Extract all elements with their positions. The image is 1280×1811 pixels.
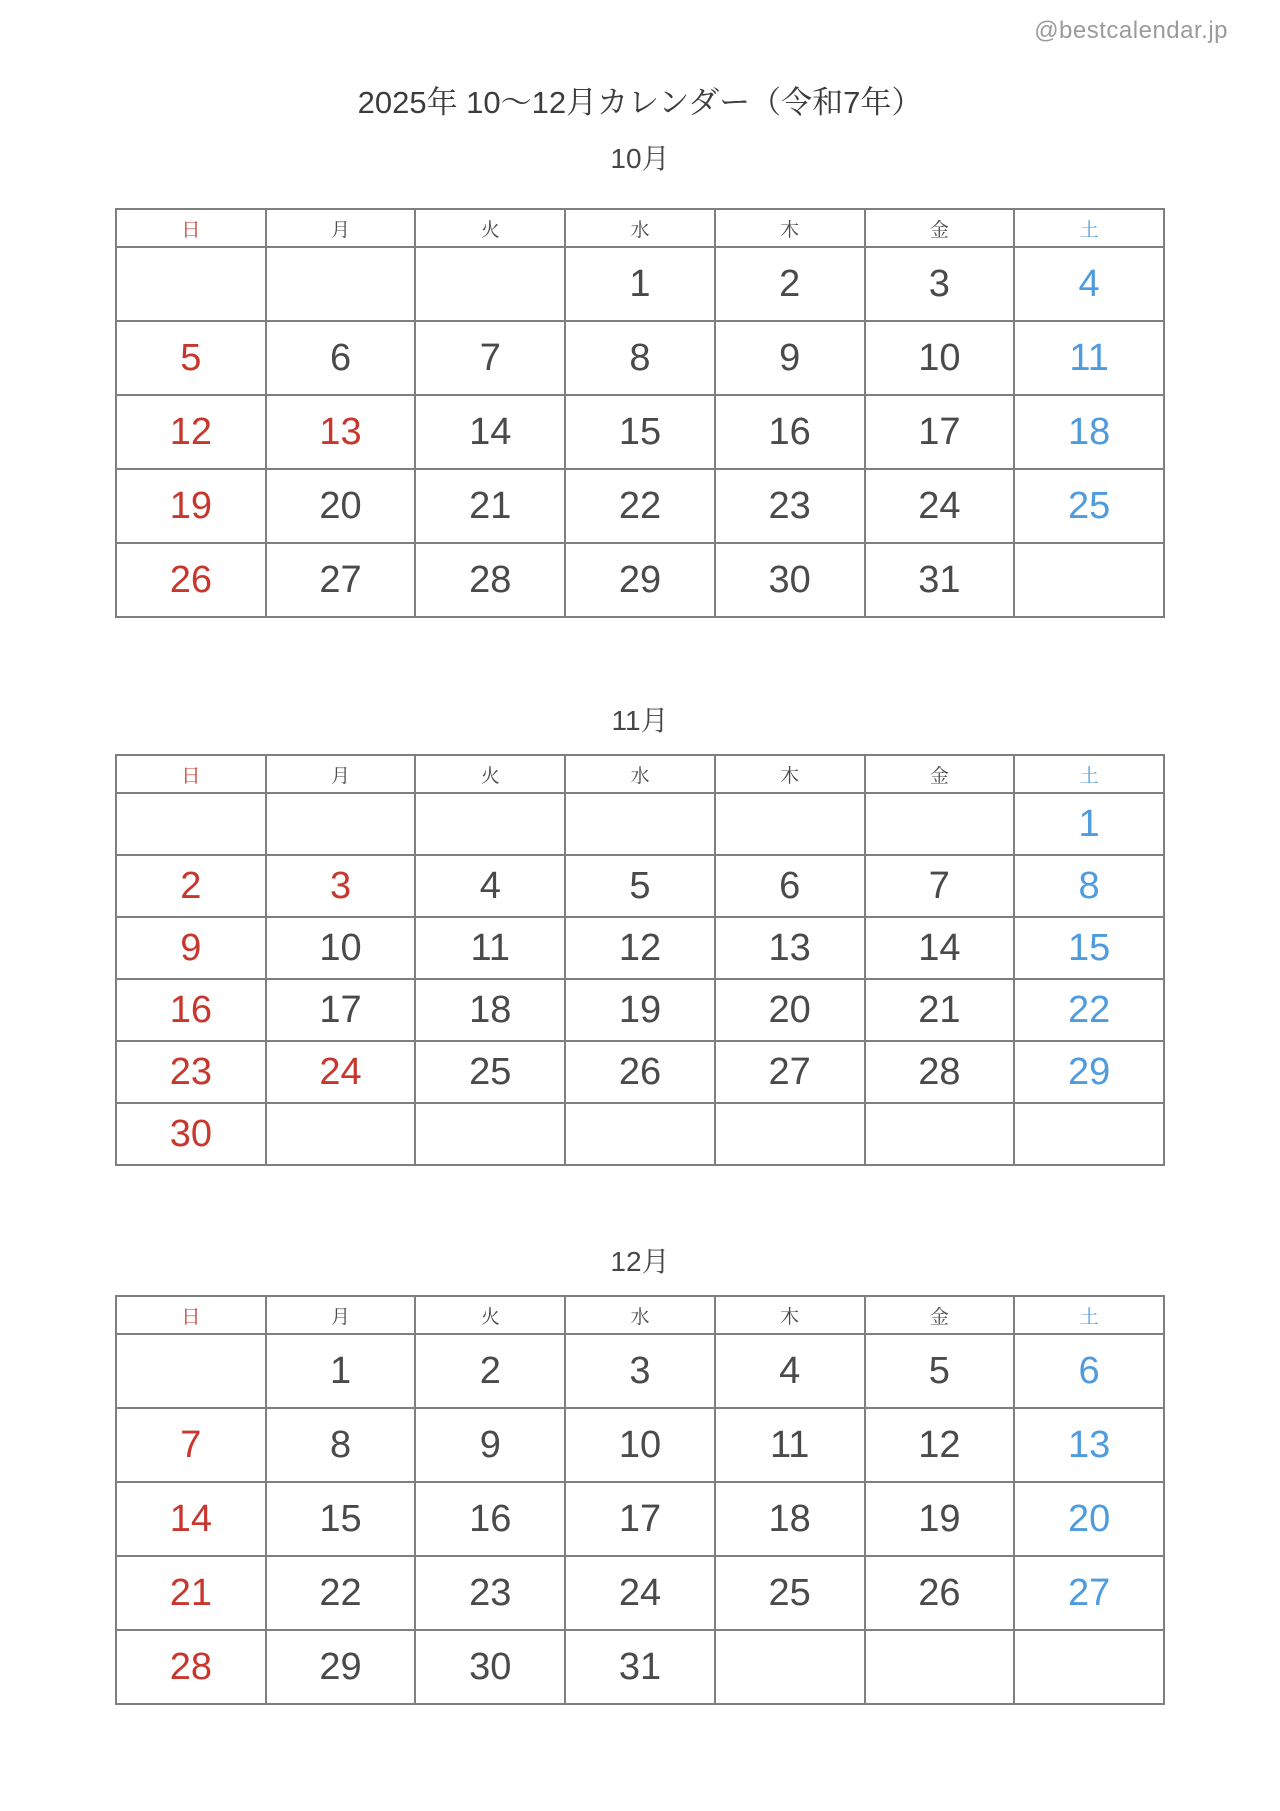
day-cell: 2: [415, 1334, 565, 1408]
weekday-header-tuesday: 火: [415, 1296, 565, 1334]
day-cell: 28: [415, 543, 565, 617]
day-cell: 15: [565, 395, 715, 469]
day-cell: 25: [415, 1041, 565, 1103]
day-cell: 26: [116, 543, 266, 617]
calendar-table-october: [115, 208, 1165, 618]
day-cell: 9: [415, 1408, 565, 1482]
weekday-header-tuesday: 火: [415, 209, 565, 247]
day-cell: 28: [116, 1630, 266, 1704]
week-row: [116, 469, 1164, 543]
week-row: [116, 1630, 1164, 1704]
day-cell: 2: [116, 855, 266, 917]
page-title: 2025年 10〜12月カレンダー（令和7年）: [357, 85, 923, 120]
day-cell: 17: [266, 979, 416, 1041]
day-cell: 19: [865, 1482, 1015, 1556]
month-title-december: 12月: [610, 1246, 670, 1277]
day-cell: 8: [565, 321, 715, 395]
day-cell: 21: [116, 1556, 266, 1630]
day-cell: 26: [865, 1556, 1015, 1630]
weekday-header-row: [116, 209, 1164, 247]
day-cell: 24: [565, 1556, 715, 1630]
weekday-header-saturday: 土: [1014, 755, 1164, 793]
empty-cell: [1014, 543, 1164, 617]
empty-cell: [116, 1334, 266, 1408]
day-cell: 2: [715, 247, 865, 321]
watermark-text: @bestcalendar.jp: [1034, 17, 1228, 44]
empty-cell: [415, 793, 565, 855]
empty-cell: [865, 1103, 1015, 1165]
day-cell: 7: [116, 1408, 266, 1482]
day-cell: 24: [266, 1041, 416, 1103]
day-cell: 22: [1014, 979, 1164, 1041]
day-cell: 10: [865, 321, 1015, 395]
weekday-header-tuesday: 火: [415, 755, 565, 793]
week-row: [116, 321, 1164, 395]
week-row: [116, 395, 1164, 469]
day-cell: 7: [415, 321, 565, 395]
day-cell: 29: [565, 543, 715, 617]
week-row: [116, 855, 1164, 917]
weekday-header-monday: 月: [266, 755, 416, 793]
day-cell: 1: [565, 247, 715, 321]
calendar-table-november: [115, 754, 1165, 1166]
weekday-header-monday: 月: [266, 209, 416, 247]
day-cell: 14: [116, 1482, 266, 1556]
day-cell: 24: [865, 469, 1015, 543]
day-cell: 25: [1014, 469, 1164, 543]
day-cell: 23: [116, 1041, 266, 1103]
day-cell: 21: [415, 469, 565, 543]
weekday-header-sunday: 日: [116, 755, 266, 793]
empty-cell: [266, 1103, 416, 1165]
day-cell: 16: [715, 395, 865, 469]
empty-cell: [1014, 1103, 1164, 1165]
empty-cell: [565, 1103, 715, 1165]
empty-cell: [1014, 1630, 1164, 1704]
day-cell: 8: [1014, 855, 1164, 917]
day-cell: 14: [865, 917, 1015, 979]
empty-cell: [415, 247, 565, 321]
day-cell: 17: [565, 1482, 715, 1556]
day-cell: 7: [865, 855, 1015, 917]
day-cell: 4: [1014, 247, 1164, 321]
weekday-header-friday: 金: [865, 1296, 1015, 1334]
day-cell: 20: [715, 979, 865, 1041]
day-cell: 4: [715, 1334, 865, 1408]
day-cell: 9: [116, 917, 266, 979]
day-cell: 12: [865, 1408, 1015, 1482]
day-cell: 15: [1014, 917, 1164, 979]
day-cell: 31: [865, 543, 1015, 617]
month-title-november: 11月: [611, 705, 669, 736]
weekday-header-wednesday: 水: [565, 755, 715, 793]
week-row: [116, 1334, 1164, 1408]
day-cell: 18: [715, 1482, 865, 1556]
week-row: [116, 1408, 1164, 1482]
weekday-header-sunday: 日: [116, 209, 266, 247]
week-row: [116, 979, 1164, 1041]
day-cell: 18: [415, 979, 565, 1041]
empty-cell: [116, 793, 266, 855]
day-cell: 1: [1014, 793, 1164, 855]
month-section-october: [0, 142, 1280, 618]
week-row: [116, 543, 1164, 617]
day-cell: 4: [415, 855, 565, 917]
empty-cell: [715, 1630, 865, 1704]
day-cell: 18: [1014, 395, 1164, 469]
week-row: [116, 1556, 1164, 1630]
day-cell: 6: [715, 855, 865, 917]
empty-cell: [266, 793, 416, 855]
day-cell: 26: [565, 1041, 715, 1103]
weekday-header-saturday: 土: [1014, 1296, 1164, 1334]
day-cell: 21: [865, 979, 1015, 1041]
day-cell: 13: [266, 395, 416, 469]
day-cell: 31: [565, 1630, 715, 1704]
month-section-december: [0, 1245, 1280, 1705]
day-cell: 12: [565, 917, 715, 979]
calendar-table-december: [115, 1295, 1165, 1705]
day-cell: 27: [715, 1041, 865, 1103]
day-cell: 5: [865, 1334, 1015, 1408]
empty-cell: [865, 793, 1015, 855]
day-cell: 22: [266, 1556, 416, 1630]
day-cell: 11: [415, 917, 565, 979]
day-cell: 3: [865, 247, 1015, 321]
day-cell: 17: [865, 395, 1015, 469]
day-cell: 20: [1014, 1482, 1164, 1556]
weekday-header-thursday: 木: [715, 209, 865, 247]
day-cell: 3: [565, 1334, 715, 1408]
day-cell: 30: [715, 543, 865, 617]
day-cell: 27: [266, 543, 416, 617]
day-cell: 6: [1014, 1334, 1164, 1408]
weekday-header-row: [116, 755, 1164, 793]
day-cell: 29: [1014, 1041, 1164, 1103]
day-cell: 20: [266, 469, 416, 543]
week-row: [116, 1482, 1164, 1556]
week-row: [116, 1041, 1164, 1103]
day-cell: 23: [415, 1556, 565, 1630]
day-cell: 10: [266, 917, 416, 979]
day-cell: 16: [116, 979, 266, 1041]
empty-cell: [865, 1630, 1015, 1704]
day-cell: 15: [266, 1482, 416, 1556]
weekday-header-thursday: 木: [715, 755, 865, 793]
day-cell: 12: [116, 395, 266, 469]
day-cell: 9: [715, 321, 865, 395]
weekday-header-friday: 金: [865, 755, 1015, 793]
empty-cell: [715, 793, 865, 855]
day-cell: 27: [1014, 1556, 1164, 1630]
weekday-header-sunday: 日: [116, 1296, 266, 1334]
day-cell: 1: [266, 1334, 416, 1408]
day-cell: 25: [715, 1556, 865, 1630]
week-row: [116, 793, 1164, 855]
empty-cell: [415, 1103, 565, 1165]
week-row: [116, 917, 1164, 979]
day-cell: 22: [565, 469, 715, 543]
weekday-header-row: [116, 1296, 1164, 1334]
weekday-header-thursday: 木: [715, 1296, 865, 1334]
empty-cell: [715, 1103, 865, 1165]
weekday-header-saturday: 土: [1014, 209, 1164, 247]
weekday-header-friday: 金: [865, 209, 1015, 247]
day-cell: 11: [1014, 321, 1164, 395]
day-cell: 14: [415, 395, 565, 469]
day-cell: 28: [865, 1041, 1015, 1103]
month-section-november: [0, 704, 1280, 1166]
weekday-header-monday: 月: [266, 1296, 416, 1334]
day-cell: 19: [565, 979, 715, 1041]
day-cell: 5: [565, 855, 715, 917]
day-cell: 13: [715, 917, 865, 979]
day-cell: 23: [715, 469, 865, 543]
weekday-header-wednesday: 水: [565, 1296, 715, 1334]
empty-cell: [266, 247, 416, 321]
empty-cell: [565, 793, 715, 855]
day-cell: 5: [116, 321, 266, 395]
day-cell: 3: [266, 855, 416, 917]
day-cell: 6: [266, 321, 416, 395]
weekday-header-wednesday: 水: [565, 209, 715, 247]
month-title-october: 10月: [610, 143, 670, 174]
empty-cell: [116, 247, 266, 321]
day-cell: 29: [266, 1630, 416, 1704]
day-cell: 19: [116, 469, 266, 543]
day-cell: 8: [266, 1408, 416, 1482]
week-row: [116, 1103, 1164, 1165]
day-cell: 13: [1014, 1408, 1164, 1482]
day-cell: 30: [116, 1103, 266, 1165]
day-cell: 10: [565, 1408, 715, 1482]
week-row: [116, 247, 1164, 321]
day-cell: 16: [415, 1482, 565, 1556]
day-cell: 30: [415, 1630, 565, 1704]
day-cell: 11: [715, 1408, 865, 1482]
